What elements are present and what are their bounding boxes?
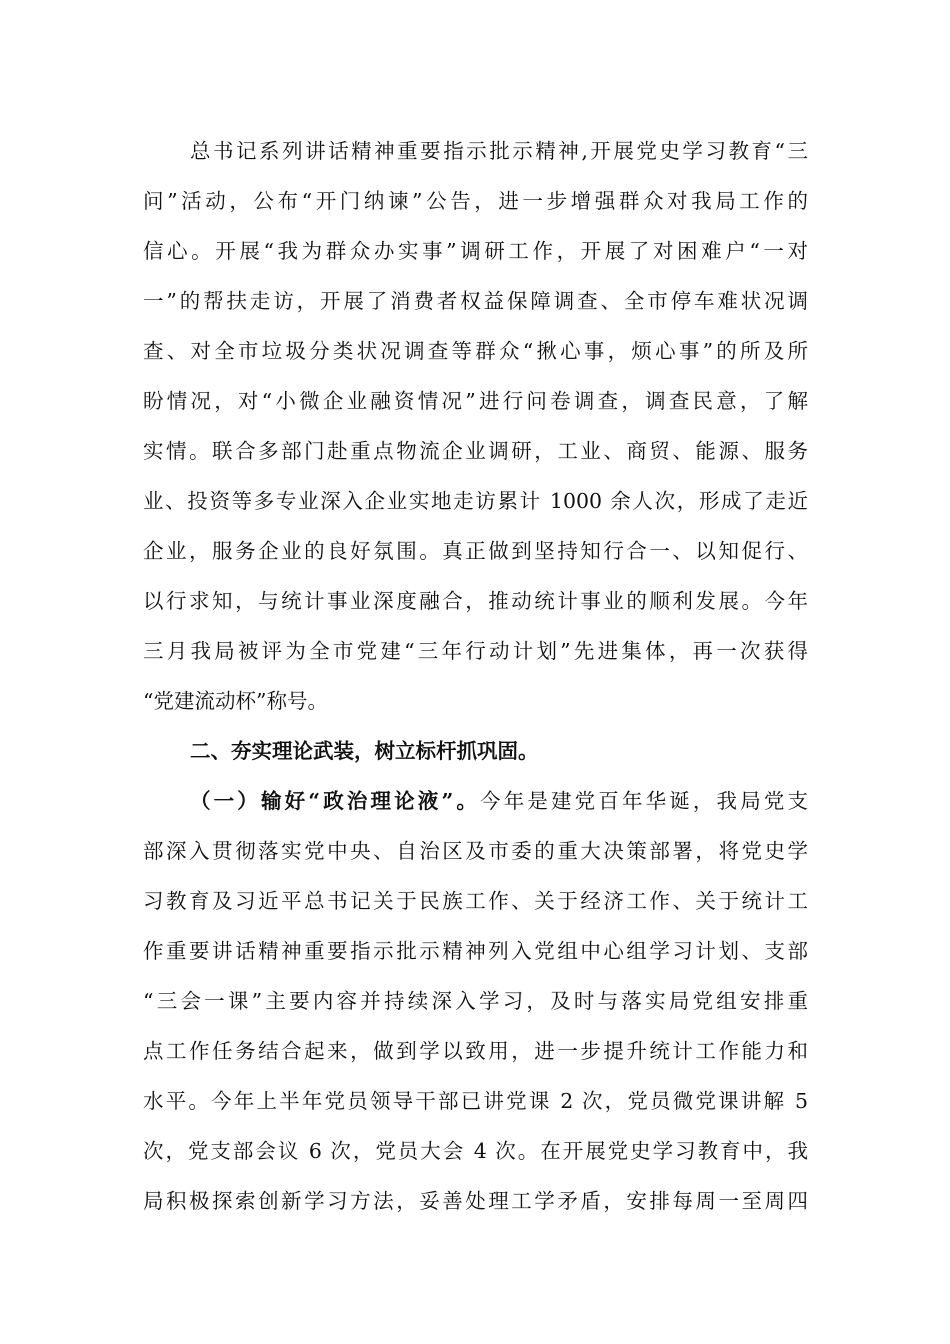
paragraph2-first-line: [190, 781, 808, 821]
paragraph1-line: 总书记系列讲话精神重要指示批示精神,开展党史学习教育“三: [190, 139, 808, 163]
paragraph2-line: 部深入贯彻落实党中央、自治区及市委的重大决策部署，将党史学: [143, 839, 808, 863]
paragraph1-line: 企业，服务企业的良好氛围。真正做到坚持知行合一、以知促行、: [143, 539, 808, 563]
section-heading: 二、夯实理论武装，树立标杆抓巩固。: [190, 739, 539, 763]
paragraph2-line: 作重要讲话精神重要指示批示精神列入党组中心组学习计划、支部: [143, 939, 808, 963]
paragraph2-line: 次，党支部会议 6 次，党员大会 4 次。在开展党史学习教育中，我: [143, 1139, 808, 1163]
paragraph1-line: 以行求知，与统计事业深度融合，推动统计事业的顺利发展。今年: [143, 589, 808, 613]
paragraph2-line: 水平。今年上半年党员领导干部已讲党课 2 次，党员微党课讲解 5: [143, 1089, 808, 1113]
paragraph2-line: “三会一课”主要内容并持续深入学习，及时与落实局党组安排重: [143, 989, 808, 1013]
paragraph1-line: 一”的帮扶走访，开展了消费者权益保障调查、全市停车难状况调: [143, 289, 808, 313]
paragraph1-line: 查、对全市垃圾分类状况调查等群众“揪心事，烦心事”的所及所: [143, 339, 808, 363]
paragraph1-line: 业、投资等多专业深入企业实地走访累计 1000 余人次，形成了走近: [143, 489, 808, 513]
paragraph1-line: 盼情况，对“小微企业融资情况”进行问卷调查，调查民意，了解: [143, 389, 808, 413]
paragraph1-line: 三月我局被评为全市党建“三年行动计划”先进集体，再一次获得: [143, 639, 808, 663]
paragraph2-lead-text: 今年是建党百年华诞，我局党支: [480, 789, 808, 813]
paragraph2-line: 点工作任务结合起来，做到学以致用，进一步提升统计工作能力和: [143, 1039, 808, 1063]
subsection-title: （一）输好“政治理论液”。: [190, 789, 481, 813]
paragraph1-line: 信心。开展“我为群众办实事”调研工作，开展了对困难户“一对: [143, 239, 808, 263]
paragraph1-line: 问”活动，公布“开门纳谏”公告，进一步增强群众对我局工作的: [143, 189, 808, 213]
paragraph2-line: 局积极探索创新学习方法，妥善处理工学矛盾，安排每周一至周四: [143, 1189, 808, 1213]
paragraph1-line: 实情。联合多部门赴重点物流企业调研，工业、商贸、能源、服务: [143, 439, 808, 463]
paragraph2-line: 习教育及习近平总书记关于民族工作、关于经济工作、关于统计工: [143, 889, 808, 913]
paragraph1-line: “党建流动杯”称号。: [143, 689, 328, 713]
